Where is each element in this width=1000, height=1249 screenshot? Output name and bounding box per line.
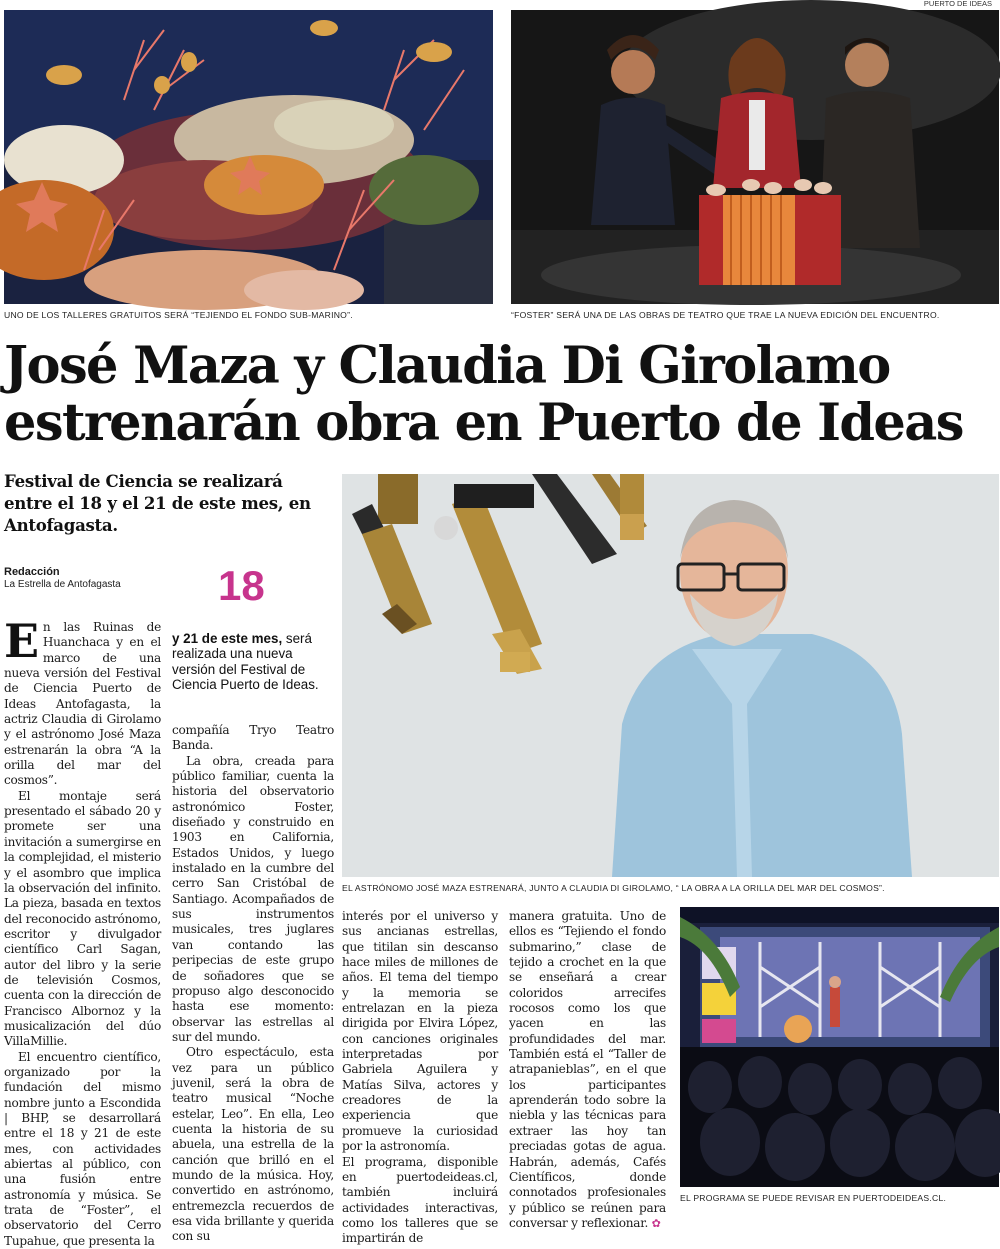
photo-program-stage: [680, 907, 999, 1187]
article-column-2: [172, 723, 334, 1245]
highlight-rest: será realizada una nueva versión del Festival de Ciencia Puerto de Ideas.: [172, 631, 319, 693]
col1-p1-text: n las Ruinas de Huanchaca y en el marco de una nueva versión del Festival de Ciencia Puerto de Ideas Antofagasta, la actriz Claudia di Girolamo y el astrónomo José Maza estrenarán la obra “A la orilla del mar del cosmos”.: [4, 620, 161, 788]
photo-jose-maza: [342, 474, 999, 877]
caption-top-left: UNO DE LOS TALLERES GRATUITOS SERÁ “TEJIENDO EL FONDO SUB-MARINO”.: [4, 310, 353, 320]
col2-paragraph-2: La obra, creada para público familiar, cuenta la historia del observatorio astronómico Foster, diseñado y construido en 1903 en California, Estados Unidos, y luego instalado en la cumbre del cerro San Cristóbal de Santiago. Acompañados de sus instrumentos musicales, tres juglares van contando las peripecias de este grupo de soñadores que se propuso algo desconocido hasta ese momento: observar las estrellas al sur del mundo.: [172, 753, 334, 1044]
headline-line-1: José Maza y Claudia Di Girolamo: [4, 336, 890, 396]
col3-paragraph-2: El programa, disponible en puertodeideas.cl, también incluirá actividades interactivas, como los talleres que se impartirán de: [342, 1154, 498, 1246]
photo-foster-play: [511, 10, 999, 304]
col2-paragraph-1: compañía Tryo Teatro Banda.: [172, 723, 334, 753]
headline: [4, 338, 994, 452]
photo-credit: PUERTO DE IDEAS: [923, 0, 992, 8]
caption-bottom-right: EL PROGRAMA SE PUEDE REVISAR EN PUERTODEIDEAS.CL.: [680, 1193, 947, 1203]
highlight-bold: y 21 de este mes,: [172, 631, 283, 646]
highlight-number: 18: [218, 562, 265, 609]
col4-paragraph-1: [509, 909, 666, 1231]
article-column-4: [509, 909, 666, 1231]
article-column-1: [4, 614, 161, 1249]
article-column-3: [342, 909, 498, 1247]
headline-line-2: estrenarán obra en Puerto de Ideas: [4, 393, 963, 453]
caption-top-right: “FOSTER” SERÁ UNA DE LAS OBRAS DE TEATRO QUE TRAE LA NUEVA EDICIÓN DEL ENCUENTRO.: [511, 310, 940, 320]
dropcap: E: [4, 614, 39, 668]
col1-paragraph-1: [4, 614, 161, 789]
byline-publication: La Estrella de Antofagasta: [4, 579, 121, 590]
col4-p1-text: manera gratuita. Uno de ellos es “Tejiendo el fondo submarino,” clase de tejido a crochet en la que se enseñará a crear coloridos arrecifes rocosos como los que yacen en las profundidades del mar. También está el “Taller de atrapanieblas”, en el que los participantes aprenderán todo sobre la niebla y las técnicas para extraer las hoy tan preciadas gotas de agua. Habrán, además, Cafés Científicos, donde connotados profesionales y público se reúnen para conversar y reflexionar.: [509, 909, 666, 1230]
col1-paragraph-3: El encuentro científico, organizado por la fundación del mismo nombre junto a Escondida | BHP, se desarrollará entre el 18 y 21 de este mes, con actividades abiertas al público, con una fusión entre astronomía y música. Se trata de “Foster”, el observatorio del Cerro Tupahue, que presenta la: [4, 1049, 161, 1248]
deck-subheading: Festival de Ciencia se realizará entre el 18 y el 21 de este mes, en Antofagasta.: [4, 471, 311, 535]
end-mark-icon: ✿: [651, 1216, 661, 1230]
photo-crochet-reef: [4, 10, 493, 304]
byline-author: Redacción: [4, 566, 60, 578]
col2-paragraph-3: Otro espectáculo, esta vez para un público juvenil, será la obra de teatro musical “Noche estelar, Leo”. En ella, Leo cuenta la historia de su abuela, una estrella de la canción que brilló en el mundo de la música. Hoy, convertido en astrónomo, entremezcla recuerdos de esa vida brillante y querida con su: [172, 1045, 334, 1244]
caption-main: EL ASTRÓNOMO JOSÉ MAZA ESTRENARÁ, JUNTO A CLAUDIA DI GIROLAMO, “ LA OBRA A LA ORILLA DEL MAR DEL COSMOS”.: [342, 883, 885, 893]
col1-paragraph-2: El montaje será presentado el sábado 20 y promete ser una invitación a sumergirse en la complejidad, el misterio y el asombro que implica la observación del infinito. La pieza, basada en textos del reconocido astrónomo, escritor y divulgador científico Carl Sagan, autor del libro y la serie de televisión Cosmos, cuenta con la dirección de Francisco Albornoz y la musicalización del dúo VillaMillie.: [4, 788, 161, 1049]
highlight-text: [172, 631, 334, 693]
col3-paragraph-1: interés por el universo y sus ancianas estrellas, que titilan sin descanso hace miles de millones de años. El tema del tiempo y la memoria se entrelazan en la pieza dirigida por Elvira López, con canciones originales interpretadas por Gabriela Aguilera y Matías Silva, actores y creadores de la experiencia que promueve la curiosidad por la astronomía.: [342, 909, 498, 1154]
